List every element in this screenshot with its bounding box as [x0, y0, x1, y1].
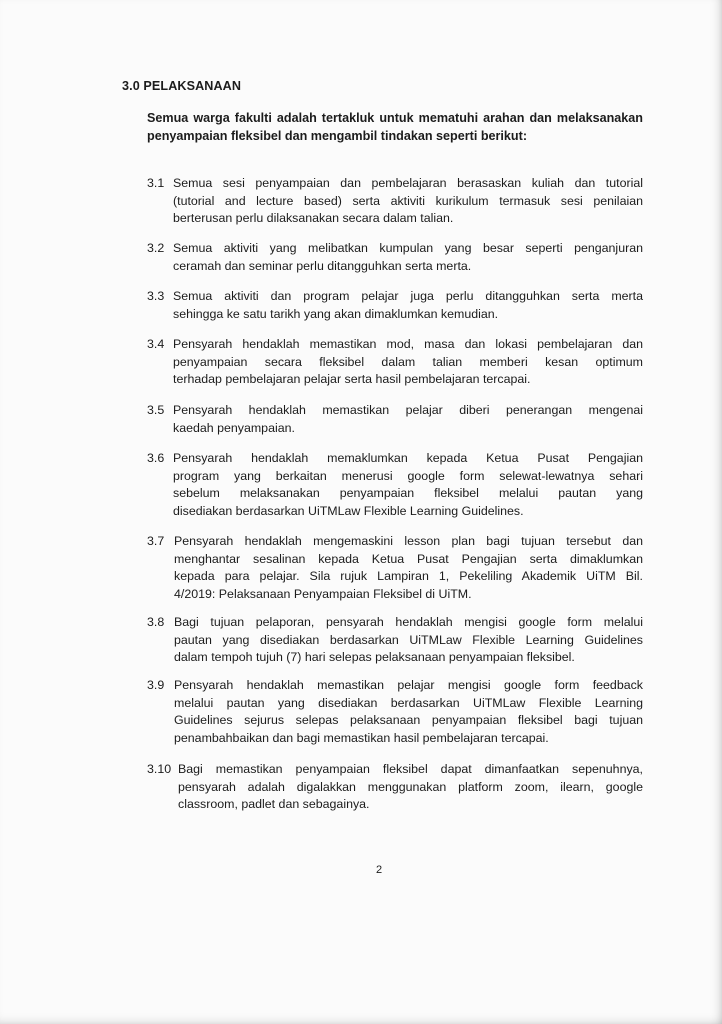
- item-line: pautan yang disediakan berdasarkan UiTMLaw Flexible Learning Guidelines: [174, 632, 643, 647]
- item-line: Semua aktiviti dan program pelajar juga perlu ditangguhkan serta merta: [173, 289, 643, 303]
- item-line: Pensyarah hendaklah mengemaskini lesson plan bagi tujuan tersebut dan: [174, 534, 643, 548]
- item-number: 3.6: [147, 451, 165, 465]
- item-line: Semua aktiviti yang melibatkan kumpulan yang besar seperti penganjuran: [173, 241, 643, 255]
- item-line: penyampaian secara fleksibel dalam talian memberi kesan optimum: [173, 354, 643, 369]
- item-line: classroom, padlet dan sebagainya.: [178, 797, 370, 812]
- item-line: dalam tempoh tujuh (7) hari selepas pelaksanaan penyampaian fleksibel.: [174, 650, 575, 665]
- item-number: 3.7: [147, 534, 165, 548]
- item-line: penambahbaikan dan bagi memastikan hasil pembelajaran tercapai.: [174, 730, 549, 745]
- item-number: 3.8: [147, 615, 165, 629]
- item-number: 3.4: [147, 337, 165, 351]
- item-line: sehingga ke satu tarikh yang akan dimaklumkan kemudian.: [173, 306, 499, 321]
- item-line: (tutorial and lecture based) serta aktiviti kurikulum termasuk sesi penilaian: [173, 193, 643, 208]
- section-heading: 3.0 PELAKSANAAN: [122, 79, 242, 93]
- item-line: ceramah dan seminar perlu ditangguhkan serta merta.: [173, 258, 472, 273]
- item-line: Bagi tujuan pelaporan, pensyarah hendaklah mengisi google form melalui: [174, 615, 643, 629]
- item-line: menghantar sesalinan kepada Ketua Pusat Pengajian serta dimaklumkan: [174, 551, 643, 566]
- item-line: Bagi memastikan penyampaian fleksibel dapat dimanfaatkan sepenuhnya,: [178, 762, 643, 776]
- item-line: pensyarah adalah digalakkan menggunakan platform zoom, ilearn, google: [178, 779, 643, 794]
- item-number: 3.9: [147, 678, 165, 692]
- item-line: Semua sesi penyampaian dan pembelajaran berasaskan kuliah dan tutorial: [173, 176, 643, 190]
- list-item-3-9: [147, 677, 643, 747]
- list-item-3-2: [147, 240, 643, 275]
- item-line: sebelum melaksanakan penyampaian fleksibel melalui pautan yang: [173, 486, 643, 501]
- item-line: Pensyarah hendaklah memastikan pelajar mengisi google form feedback: [174, 678, 643, 692]
- item-line: Pensyarah hendaklah memastikan pelajar diberi penerangan mengenai: [173, 403, 643, 417]
- item-line: disediakan berdasarkan UiTMLaw Flexible Learning Guidelines.: [173, 503, 524, 518]
- list-item-3-1: [147, 175, 643, 228]
- item-number: 3.10: [147, 762, 172, 776]
- list-item-3-5: [147, 402, 643, 437]
- item-line: kaedah penyampaian.: [173, 420, 295, 435]
- list-item-3-10: [147, 761, 643, 814]
- item-line: program yang berkaitan menerusi google form selewat-lewatnya sehari: [173, 468, 643, 483]
- section-intro: Semua warga fakulti adalah tertakluk untuk mematuhi arahan dan melaksanakan penyampaian fleksibel dan mengambil tindakan seperti berikut:: [147, 111, 643, 143]
- item-line: kepada para pelajar. Sila rujuk Lampiran 1, Pekeliling Akademik UiTM Bil.: [174, 569, 643, 584]
- item-number: 3.2: [147, 241, 165, 255]
- list-item-3-7: [147, 533, 643, 603]
- item-line: melalui pautan yang disediakan berdasarkan UiTMLaw Flexible Learning: [174, 695, 643, 710]
- item-number: 3.3: [147, 289, 165, 303]
- item-line: Guidelines sejurus selepas pelaksanaan penyampaian fleksibel bagi tujuan: [174, 713, 643, 728]
- item-line: terhadap pembelajaran pelajar serta hasil pembelajaran tercapai.: [173, 372, 531, 387]
- item-number: 3.5: [147, 403, 165, 417]
- item-line: 4/2019: Pelaksanaan Penyampaian Fleksibel di UiTM.: [174, 586, 472, 601]
- page-number: 2: [376, 864, 383, 876]
- item-line: Pensyarah hendaklah memaklumkan kepada Ketua Pusat Pengajian: [173, 451, 643, 465]
- list-item-3-8: [147, 614, 643, 667]
- list-item-3-6: [147, 450, 643, 520]
- item-number: 3.1: [147, 176, 165, 190]
- item-line: Pensyarah hendaklah memastikan mod, masa dan lokasi pembelajaran dan: [173, 337, 643, 351]
- list-item-3-4: [147, 336, 643, 389]
- item-line: berterusan perlu dilaksanakan secara dalam talian.: [173, 211, 454, 226]
- list-item-3-3: [147, 288, 643, 323]
